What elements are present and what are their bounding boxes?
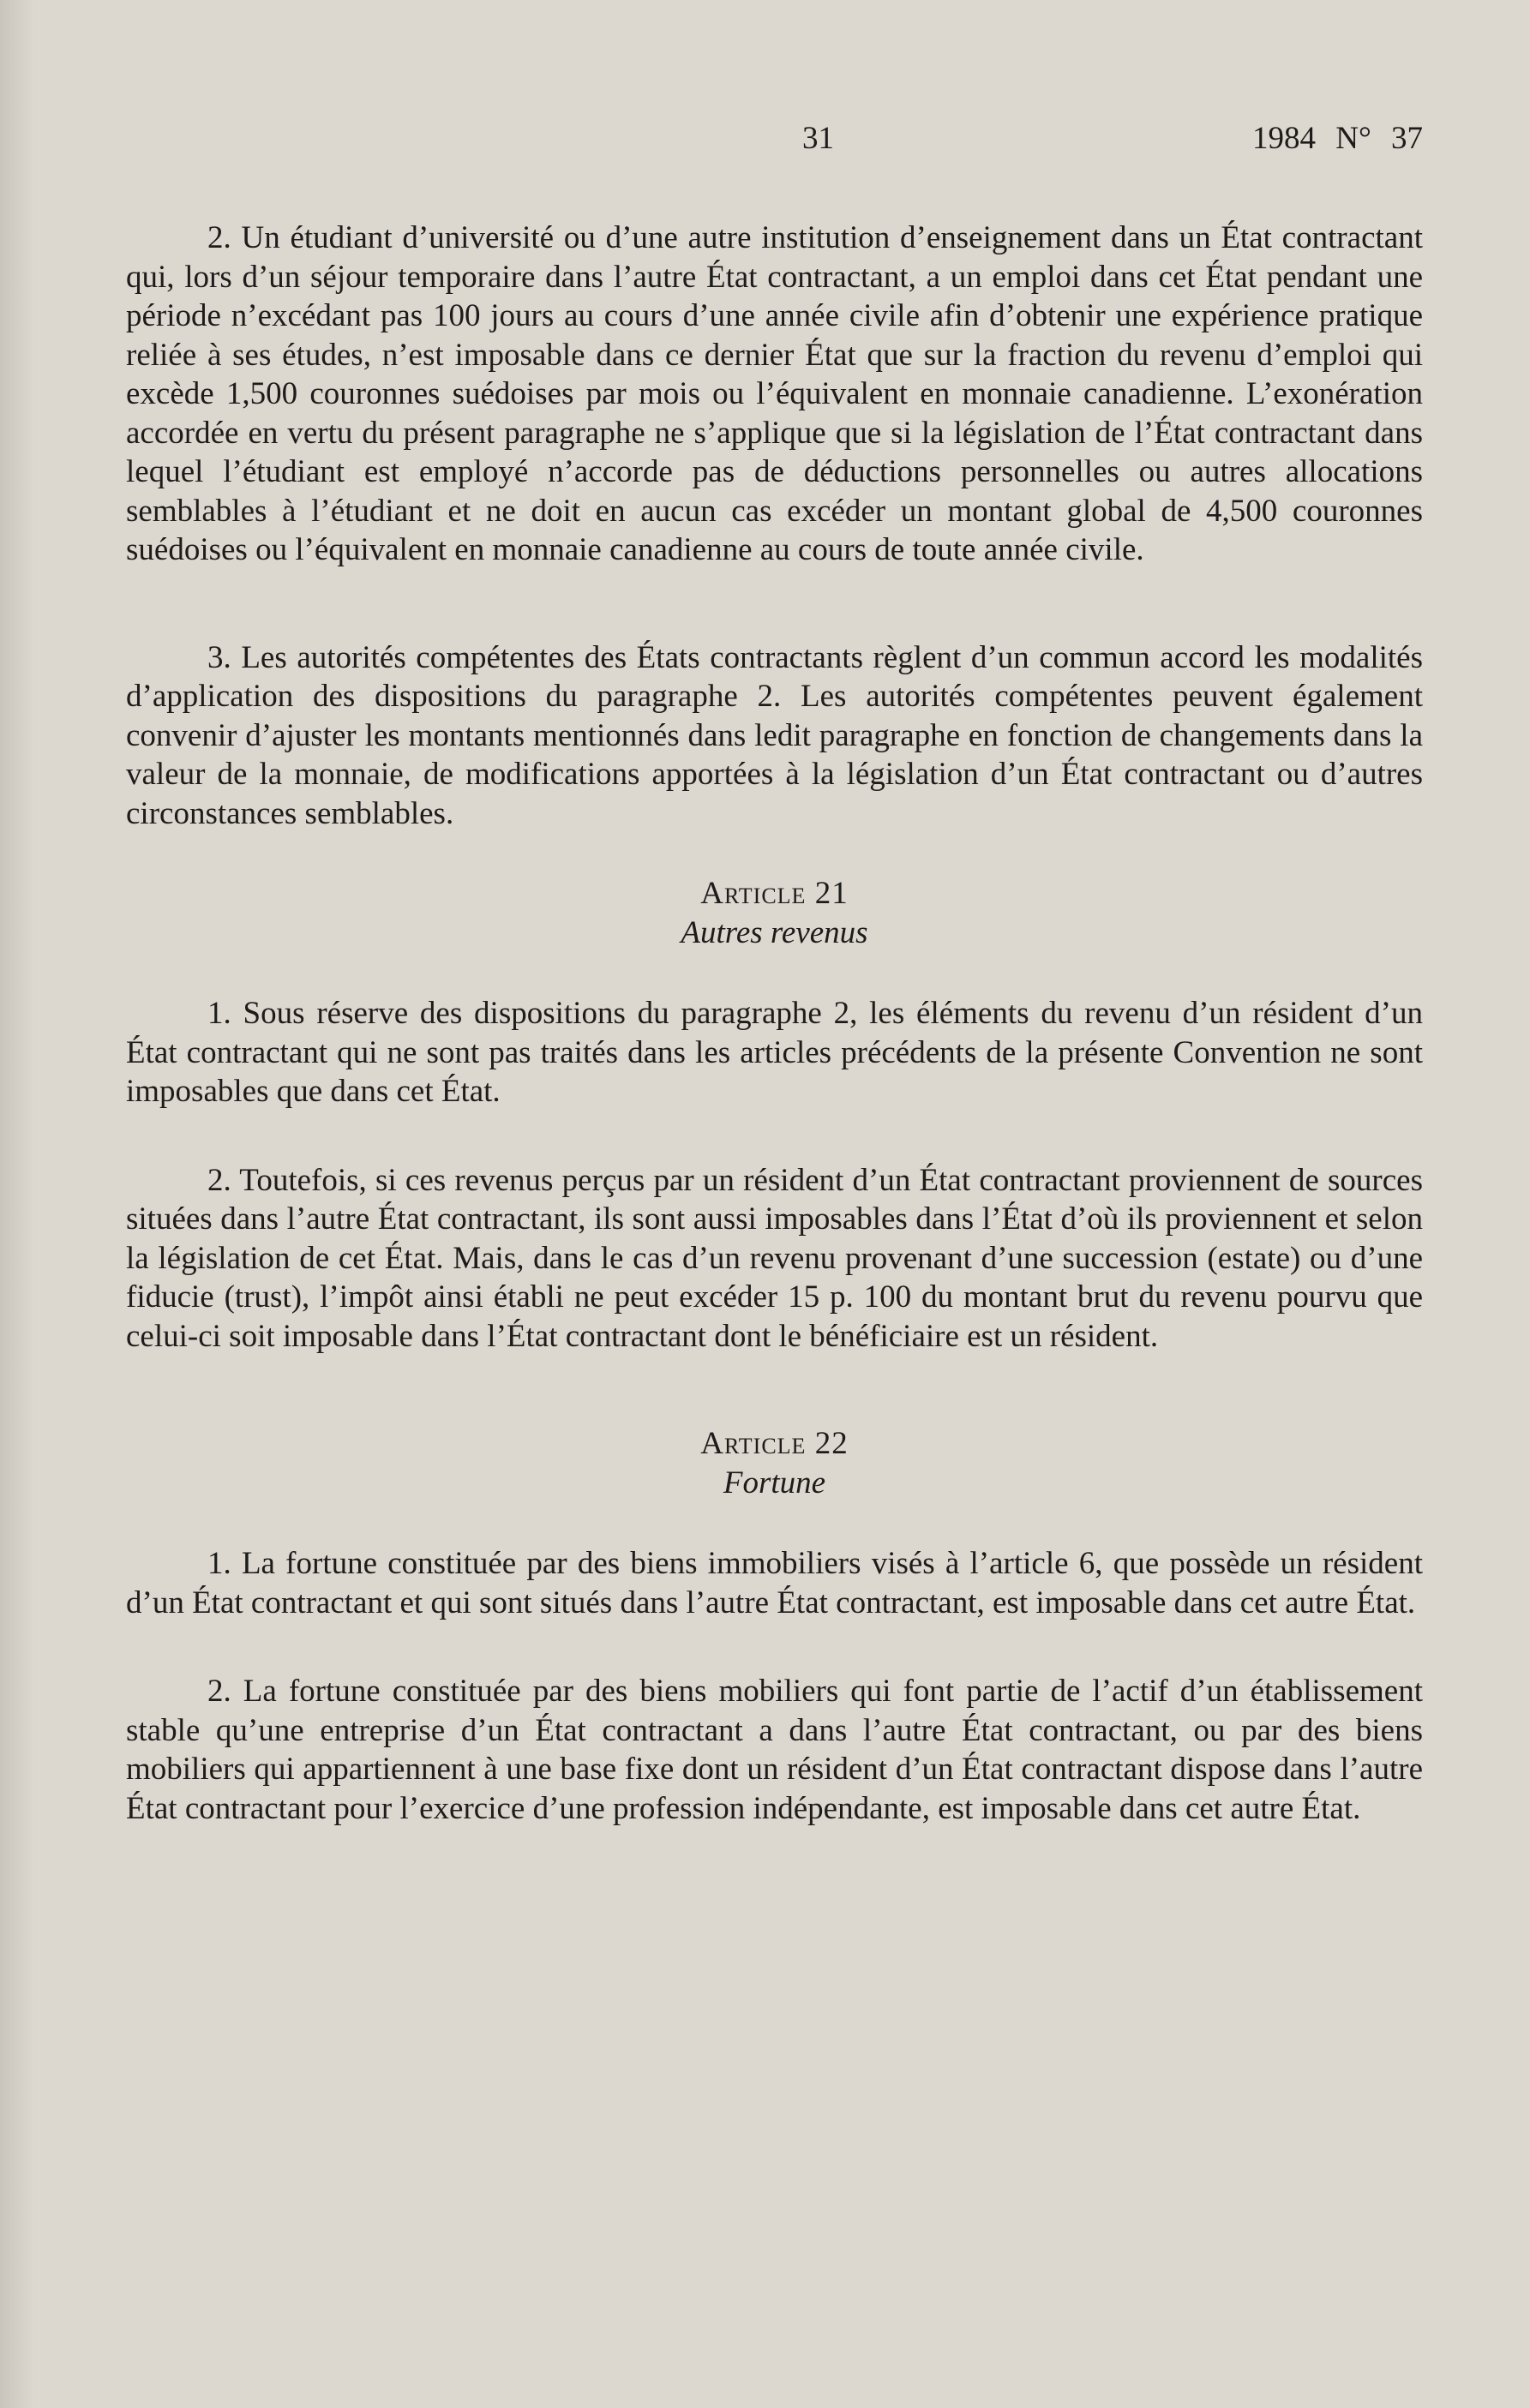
statute-reference: 1984 N° 37 (1251, 121, 1423, 156)
article-20-paragraph-3: 3. Les autorités compétentes des États contractants règlent d’un commun accord les modalités d’application des dispositions du paragraphe 2. Les autorités compétentes peuvent également convenir d’ajuster les montants mentionnés dans ledit paragraphe en fonction de changements dans la valeur de la monnaie, de modifications apportées à la législation d’un État contractant ou d’autres circonstances semblables. (126, 639, 1423, 831)
article-22-paragraph-1: 1. La fortune constituée par des biens immobiliers visés à l’article 6, que possède un résident d’un État contractant et qui sont situés dans l’autre État contractant, est imposable dans cet autre État. (126, 1546, 1423, 1620)
page-number: 31 (802, 121, 834, 156)
article-22-paragraph-2: 2. La fortune constituée par des biens mobiliers qui font partie de l’actif d’un établissement stable qu’une entreprise d’un État contractant a dans l’autre État contractant, ou par des biens mobiliers qui appartiennent à une base fixe dont un résident d’un État contractant dispose dans l’autre État contractant pour l’exercice d’une profession indépendante, est imposable dans cet autre État. (126, 1674, 1423, 1826)
article-20-paragraph-2: 2. Un étudiant d’université ou d’une autre institution d’enseignement dans un État contractant qui, lors d’un séjour temporaire dans l’autre État contractant, a un emploi dans cet État pendant une période n’excédant pas 100 jours au cours d’une année civile afin d’obtenir une expérience pratique reliée à ses études, n’est imposable dans ce dernier État que sur la fraction du revenu d’emploi qui excède 1,500 couronnes suédoises par mois ou l’équivalent en monnaie canadienne. L’exonération accordée en vertu du présent paragraphe ne s’applique que si la législation de l’État contractant dans lequel l’étudiant est employé n’accorde pas de déductions personnelles ou autres allocations semblables à l’étudiant et ne doit en aucun cas excéder un montant global de 4,500 couronnes suédoises ou l’équivalent en monnaie canadienne au cours de toute année civile. (126, 220, 1423, 567)
article-22-title: Article 22 (700, 1426, 849, 1461)
article-21-paragraph-2: 2. Toutefois, si ces revenus perçus par un résident d’un État contractant proviennent de sources situées dans l’autre État contractant, ils sont aussi imposables dans l’État d’où ils proviennent et selon la législation de cet État. Mais, dans le cas d’un revenu provenant d’une succession (estate) ou d’une fiducie (trust), l’impôt ainsi établi ne peut excéder 15 p. 100 du montant brut du revenu pourvu que celui-ci soit imposable dans l’État contractant dont le bénéficiaire est un résident. (126, 1162, 1423, 1354)
article-21-subtitle: Autres revenus (681, 915, 868, 950)
article-21-paragraph-1: 1. Sous réserve des dispositions du paragraphe 2, les éléments du revenu d’un résident d’un État contractant qui ne sont pas traités dans les articles précédents de la présente Convention ne sont imposables que dans cet État. (126, 996, 1423, 1109)
page-body (126, 219, 1423, 1828)
page-spine-shadow (0, 0, 34, 2408)
article-22-subtitle: Fortune (723, 1465, 826, 1501)
article-21-title: Article 21 (700, 876, 849, 911)
page-header (0, 120, 1530, 163)
